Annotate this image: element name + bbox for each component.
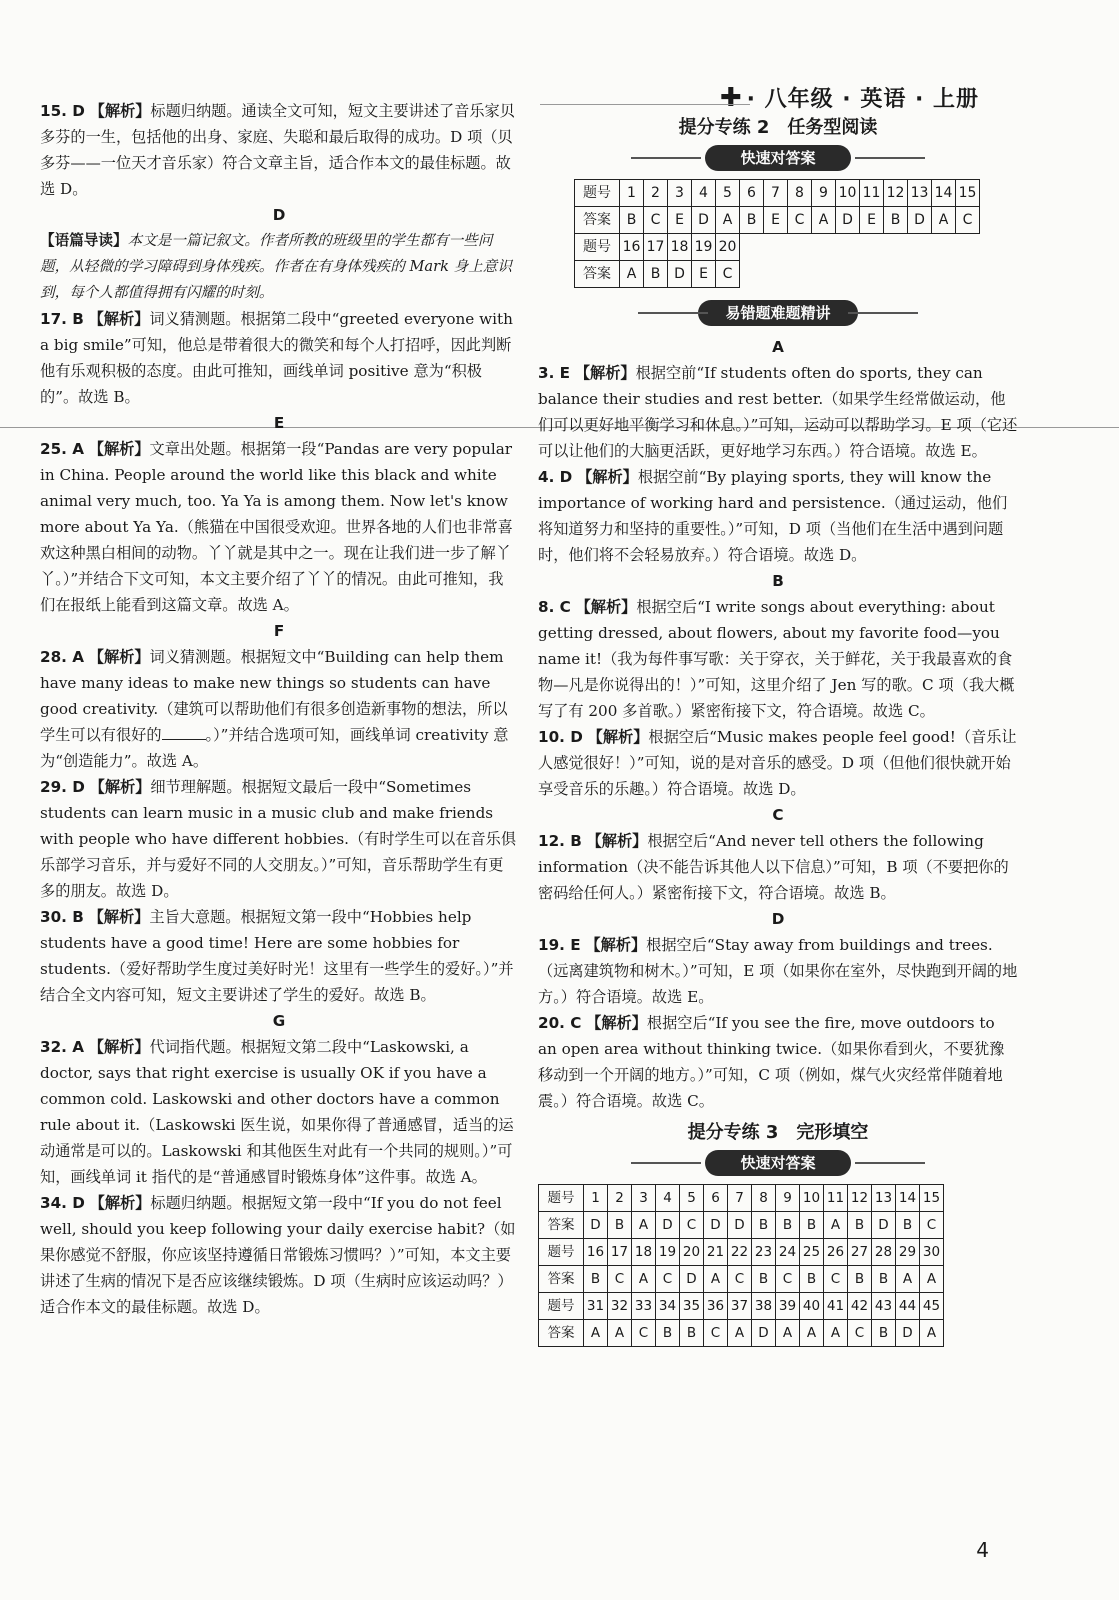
answer-cell: D [668, 261, 692, 288]
answer-q29: 29. D 【解析】细节理解题。根据短文最后一段中“Sometimes students can learn music in a music club and make friends with people who have different hobbies.（有时学生可以在音乐俱乐部学习音乐，并与爱好不同的人交朋友。）”可知，音乐帮助学生有更多的朋友。故选 D。 [40, 778, 517, 900]
answer-cell: B [848, 1266, 872, 1293]
answer-cell: A [632, 1212, 656, 1239]
answer-cell: B [800, 1266, 824, 1293]
quick-answers-banner: 快速对答案 [705, 145, 851, 171]
answer-cell: D [896, 1320, 920, 1347]
answer-cell: C [956, 207, 980, 234]
answer-cell: D [692, 207, 716, 234]
answer-cell: B [680, 1320, 704, 1347]
answer-q19: 19. E 【解析】根据空后“Stay away from buildings and trees.（远离建筑物和树木。）”可知，E 项（如果你在室外，尽快跑到开阔的地方。）符合语境。故选 E。 [538, 936, 1018, 1006]
question-number-cell: 4 [692, 180, 716, 207]
question-number-cell: 1 [620, 180, 644, 207]
question-number-cell: 5 [716, 180, 740, 207]
question-number-cell: 15 [956, 180, 980, 207]
answer-cell: C [728, 1266, 752, 1293]
answer-cell: D [680, 1266, 704, 1293]
answer-cell: C [788, 207, 812, 234]
question-number-cell: 10 [836, 180, 860, 207]
answer-cell: E [764, 207, 788, 234]
section-heading-g: G [272, 1012, 286, 1030]
question-number-cell: 20 [680, 1239, 704, 1266]
answer-q4: 4. D 【解析】根据空前“By playing sports, they will know the importance of working hard and persistence.（通过运动，他们将知道努力和坚持的重要性。）”可知，D 项（当他们在生活中遇到问题时，他们将不会轻易放弃。）符合语境。故选 D。 [538, 468, 1008, 564]
question-number-cell: 18 [632, 1239, 656, 1266]
quick-answers-banner-3: 快速对答案 [705, 1150, 851, 1176]
table-row: 题号 31 32 33 34 35 36 37 38 39 40 41 42 43 44 45 [539, 1293, 944, 1320]
question-number-cell: 35 [680, 1293, 704, 1320]
answer-cell: B [656, 1320, 680, 1347]
answer-cell: B [848, 1212, 872, 1239]
answer-cell: A [776, 1320, 800, 1347]
answer-cell: B [776, 1212, 800, 1239]
answer-cell: A [800, 1320, 824, 1347]
answer-q10: 10. D 【解析】根据空后“Music makes people feel good!（音乐让人感觉很好！）”可知，说的是对音乐的感受。D 项（但他们很快就开始享受音乐的乐趣。）符合语境。故选 D。 [538, 728, 1017, 798]
practice-2-title: 提分专练 2 任务型阅读 [678, 117, 878, 138]
question-number-cell: 21 [704, 1239, 728, 1266]
question-number-cell: 16 [620, 234, 644, 261]
page-header [720, 82, 979, 113]
answer-table-3 [538, 1184, 944, 1347]
question-number-cell: 29 [896, 1239, 920, 1266]
question-number-cell: 25 [800, 1239, 824, 1266]
answer-q17: 17. B 【解析】词义猜测题。根据第二段中“greeted everyone with a big smile”可知，他总是带着很大的微笑和每个人打招呼，因此判断他有乐观积极的态度。由此可推知，画线单词 positive 意为“积极的”。故选 B。 [40, 310, 513, 406]
answer-cell: E [860, 207, 884, 234]
question-number-cell: 8 [788, 180, 812, 207]
left-column [40, 98, 518, 1320]
answer-cell: A [728, 1320, 752, 1347]
question-number-cell: 18 [668, 234, 692, 261]
answer-q25: 25. A 【解析】文章出处题。根据第一段“Pandas are very popular in China. People around the world like this black and white animal very much, too. Ya Ya is among them. Now let's know more about Ya Ya.（熊猫在中国很受欢迎。世界各地的人们也非常喜欢这种黑白相间的动物。丫丫就是其中之一。现在让我们进一步了解丫丫。）”并结合下文可知，本文主要介绍了丫丫的情况。由此可推知，我们在报纸上能看到这篇文章。故选 A。 [40, 440, 513, 614]
question-number-cell: 27 [848, 1239, 872, 1266]
section-heading-d-right: D [771, 910, 785, 928]
answer-cell: A [824, 1320, 848, 1347]
answer-cell: B [584, 1266, 608, 1293]
answer-cell: B [872, 1266, 896, 1293]
answer-cell: A [896, 1266, 920, 1293]
question-number-cell: 14 [932, 180, 956, 207]
answer-cell: B [752, 1266, 776, 1293]
answer-cell: B [620, 207, 644, 234]
question-number-cell: 19 [692, 234, 716, 261]
answer-cell: A [920, 1320, 944, 1347]
answer-cell: A [716, 207, 740, 234]
answer-cell: B [884, 207, 908, 234]
question-number-cell: 43 [872, 1293, 896, 1320]
answer-cell: D [908, 207, 932, 234]
table-row: 答案 B C A C D A C B C B C B B A A [539, 1266, 944, 1293]
answer-cell: D [836, 207, 860, 234]
section-heading-a: A [772, 338, 784, 356]
question-number-cell: 32 [608, 1293, 632, 1320]
answer-q20: 20. C 【解析】根据空后“If you see the fire, move outdoors to an open area without thinking twice.（如果你看到火，不要犹豫移动到一个开阔的地方。）”可知，C 项（例如，煤气火灾经常伴随着地震。）符合语境。故选 C。 [538, 1014, 1005, 1110]
question-number-cell: 16 [584, 1239, 608, 1266]
answer-cell: A [824, 1212, 848, 1239]
table-row: 题号 16 17 18 19 20 [575, 234, 980, 261]
section-heading-d: D [272, 206, 286, 224]
question-number-cell: 23 [752, 1239, 776, 1266]
right-column [538, 115, 1018, 1347]
question-number-cell: 1 [584, 1185, 608, 1212]
question-number-cell: 11 [860, 180, 884, 207]
fill-blank [162, 725, 206, 740]
question-number-cell: 39 [776, 1293, 800, 1320]
question-number-cell: 5 [680, 1185, 704, 1212]
header-text: · 八年级 · 英语 · 上册 [746, 87, 979, 112]
table-row: 题号 1 2 3 4 5 6 7 8 9 10 11 12 13 14 15 [539, 1185, 944, 1212]
question-number-cell: 31 [584, 1293, 608, 1320]
section-heading-c: C [772, 806, 784, 824]
answer-cell: A [932, 207, 956, 234]
answer-cell: C [776, 1266, 800, 1293]
answer-q28: 28. A 【解析】词义猜测题。根据短文中“Building can help them have many ideas to make new things so students can have good creativity.（建筑可以帮助他们有很多创造新事物的想法，所以学生可以有很好的 。）”并结合选项可知，画线单词 creativity 意为“创造能力”。故选 A。 [40, 648, 509, 770]
passage-guide: 【语篇导读】本文是一篇记叙文。作者所教的班级里的学生都有一些问题，从轻微的学习障碍到身体残疾。作者在有身体残疾的 Mark 身上意识到，每个人都值得拥有闪耀的时刻。 [40, 232, 512, 301]
question-number-cell: 7 [728, 1185, 752, 1212]
answer-cell: E [692, 261, 716, 288]
question-number-cell: 12 [884, 180, 908, 207]
question-number-cell: 19 [656, 1239, 680, 1266]
answer-cell: A [812, 207, 836, 234]
question-number-cell: 41 [824, 1293, 848, 1320]
page-number: 4 [976, 1538, 989, 1562]
answer-cell: C [608, 1266, 632, 1293]
answer-cell: D [656, 1212, 680, 1239]
cross-icon: ✚ [719, 83, 743, 113]
answer-table-2 [574, 179, 980, 288]
question-number-cell: 9 [812, 180, 836, 207]
answer-cell: A [584, 1320, 608, 1347]
table-row: 题号 16 17 18 19 20 21 22 23 24 25 26 27 28 29 30 [539, 1239, 944, 1266]
question-number-cell: 20 [716, 234, 740, 261]
question-number-cell: 17 [608, 1239, 632, 1266]
answer-cell: B [896, 1212, 920, 1239]
question-number-cell: 11 [824, 1185, 848, 1212]
answer-cell: B [752, 1212, 776, 1239]
question-number-cell: 13 [908, 180, 932, 207]
question-number-cell: 40 [800, 1293, 824, 1320]
question-number-cell: 2 [608, 1185, 632, 1212]
answer-cell: A [620, 261, 644, 288]
answer-cell: C [656, 1266, 680, 1293]
question-number-cell: 17 [644, 234, 668, 261]
answer-cell: B [872, 1320, 896, 1347]
question-number-cell: 8 [752, 1185, 776, 1212]
answer-cell: A [704, 1266, 728, 1293]
answer-cell: D [728, 1212, 752, 1239]
question-number-cell: 3 [632, 1185, 656, 1212]
question-number-cell: 34 [656, 1293, 680, 1320]
question-number-cell: 33 [632, 1293, 656, 1320]
question-number-cell: 7 [764, 180, 788, 207]
answer-cell: C [824, 1266, 848, 1293]
question-number-cell: 3 [668, 180, 692, 207]
answer-cell: B [800, 1212, 824, 1239]
section-heading-f: F [273, 622, 285, 640]
answer-q8: 8. C 【解析】根据空后“I write songs about everything: about getting dressed, about flowers, about my favorite food—you name it!（我为每件事写歌：关于穿衣，关于鲜花，关于我最喜欢的食物—凡是你说得出的！）”可知，这里介绍了 Jen 写的歌。C 项（我大概写了有 200 多首歌。）紧密衔接下文，符合语境。故选 C。 [538, 598, 1015, 720]
question-number-cell: 15 [920, 1185, 944, 1212]
question-number-cell: 9 [776, 1185, 800, 1212]
answer-cell: C [632, 1320, 656, 1347]
question-number-cell: 6 [704, 1185, 728, 1212]
question-number-cell: 28 [872, 1239, 896, 1266]
answer-cell: C [704, 1320, 728, 1347]
answer-cell: C [848, 1320, 872, 1347]
section-heading-e: E [273, 414, 285, 432]
answer-cell: C [644, 207, 668, 234]
practice-3-title: 提分专练 3 完形填空 [687, 1122, 869, 1143]
answer-cell: D [584, 1212, 608, 1239]
question-number-cell: 13 [872, 1185, 896, 1212]
answer-cell: A [920, 1266, 944, 1293]
answer-q32: 32. A 【解析】代词指代题。根据短文第二段中“Laskowski, a doctor, says that right exercise is usually OK if you have a common cold. Laskowski and other doctors have a common rule about it.（Laskowski 医生说，如果你得了普通感冒，适当的运动通常是可以的。Laskowski 和其他医生对此有一个共同的规则。）”可知，画线单词 it 指代的是“普通感冒时锻炼身体”这件事。故选 A。 [40, 1038, 514, 1186]
hard-questions-banner: 易错题难题精讲 [698, 300, 858, 326]
question-number-cell: 42 [848, 1293, 872, 1320]
answer-cell: E [668, 207, 692, 234]
answer-cell: D [704, 1212, 728, 1239]
question-number-cell: 14 [896, 1185, 920, 1212]
answer-cell: D [872, 1212, 896, 1239]
answer-q12: 12. B 【解析】根据空后“And never tell others the following information（决不能告诉其他人以下信息）”可知，B 项（不要把你的密码给任何人。）紧密衔接下文，符合语境。故选 B。 [538, 832, 1009, 902]
question-number-cell: 44 [896, 1293, 920, 1320]
answer-q30: 30. B 【解析】主旨大意题。根据短文第一段中“Hobbies help students have a good time! Here are some hobbies for students.（爱好帮助学生度过美好时光！这里有一些学生的爱好。）”并结合全文内容可知，短文主要讲述了学生的爱好。故选 B。 [40, 908, 514, 1004]
question-number-cell: 2 [644, 180, 668, 207]
answer-q34: 34. D 【解析】标题归纳题。根据短文第一段中“If you do not feel well, should you keep following your daily exercise habit?（如果你感觉不舒服，你应该坚持遵循日常锻炼习惯吗？）”可知，本文主要讲述了生病的情况下是否应该继续锻炼。D 项（生病时应该运动吗？）适合作本文的最佳标题。故选 D。 [40, 1194, 516, 1316]
answer-cell: A [632, 1266, 656, 1293]
table-row: 答案 D B A D C D D B B B A B D B C [539, 1212, 944, 1239]
answer-cell: A [608, 1320, 632, 1347]
table-row: 答案 B C E D A B E C A D E B D A C [575, 207, 980, 234]
answer-cell: B [608, 1212, 632, 1239]
question-number-cell: 24 [776, 1239, 800, 1266]
answer-q15: 15. D 【解析】标题归纳题。通读全文可知，短文主要讲述了音乐家贝多芬的一生，包括他的出身、家庭、失聪和最后取得的成功。D 项（贝多芬——一位天才音乐家）符合文章主旨，适合作本文的最佳标题。故选 D。 [40, 102, 515, 198]
answer-cell: B [644, 261, 668, 288]
answer-cell: C [716, 261, 740, 288]
question-number-cell: 12 [848, 1185, 872, 1212]
answer-cell: D [752, 1320, 776, 1347]
question-number-cell: 45 [920, 1293, 944, 1320]
table-row: 题号 1 2 3 4 5 6 7 8 9 10 11 12 13 14 15 [575, 180, 980, 207]
question-number-cell: 10 [800, 1185, 824, 1212]
question-number-cell: 26 [824, 1239, 848, 1266]
question-number-cell: 22 [728, 1239, 752, 1266]
question-number-cell: 30 [920, 1239, 944, 1266]
question-number-cell: 37 [728, 1293, 752, 1320]
table-row: 答案 A A C B B C A D A A A C B D A [539, 1320, 944, 1347]
answer-q3: 3. E 【解析】根据空前“If students often do sports, they can balance their studies and rest better.（如果学生经常做运动，他们可以更好地平衡学习和休息。）”可知，运动可以帮助学习。E 项（它还可以让他们的大脑更活跃，更好地学习东西。）符合语境。故选 E。 [538, 364, 1018, 460]
question-number-cell: 4 [656, 1185, 680, 1212]
header-rule [540, 104, 750, 105]
table-row: 答案 A B D E C [575, 261, 980, 288]
answer-cell: C [920, 1212, 944, 1239]
question-number-cell: 6 [740, 180, 764, 207]
answer-cell: B [740, 207, 764, 234]
question-number-cell: 36 [704, 1293, 728, 1320]
section-heading-b: B [772, 572, 784, 590]
answer-cell: C [680, 1212, 704, 1239]
question-number-cell: 38 [752, 1293, 776, 1320]
